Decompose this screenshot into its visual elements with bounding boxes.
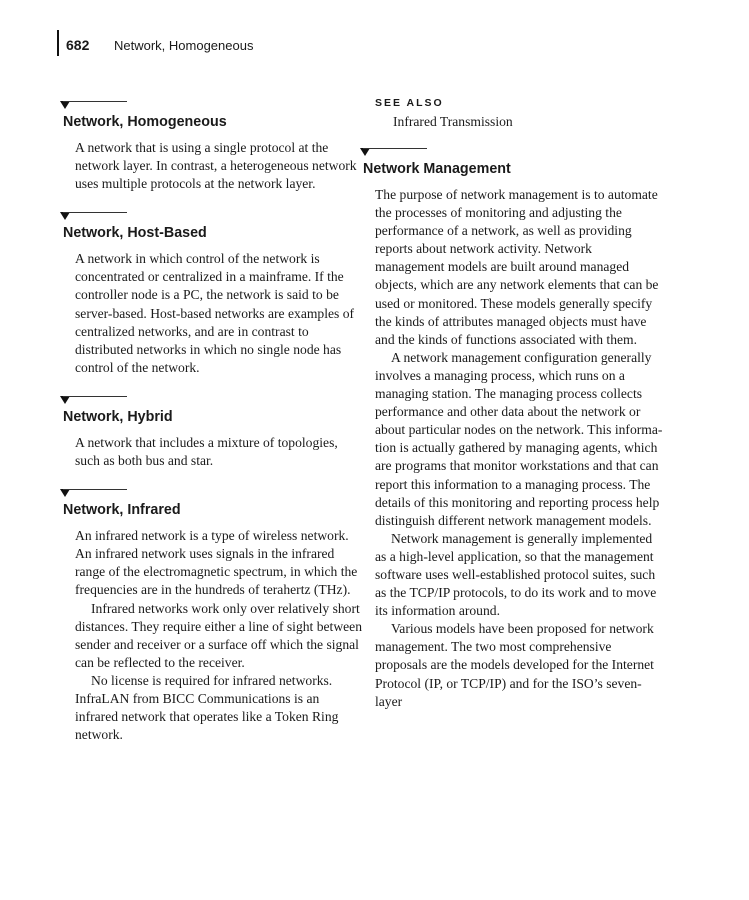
entry-marker bbox=[363, 147, 663, 157]
triangle-marker-icon bbox=[60, 212, 70, 220]
page-number: 682 bbox=[66, 37, 90, 53]
running-head bbox=[57, 30, 357, 56]
entry-network-management bbox=[363, 147, 663, 711]
entry-marker bbox=[63, 211, 363, 221]
see-also-label: SEE ALSO bbox=[375, 97, 444, 109]
see-also-item: Infrared Transmission bbox=[393, 114, 513, 129]
entry-paragraph: A network management configuration generally involves a managing process, which runs on a managing station. The managing process collects performance and other data about the network or about particular nodes on the network. This information is actually gathered by managing agents, which are programs that monitor workstations and that can report this information to a managing process. The details of this monitoring and reporting process help distinguish different network management models. bbox=[375, 349, 663, 528]
entry-title: Network Management bbox=[363, 161, 511, 177]
entry-paragraph: A network that is using a single protocol at the network layer. In contrast, a heterogeneous network uses multiple protocols at the network layer. bbox=[75, 140, 357, 192]
triangle-marker-icon bbox=[360, 148, 370, 156]
triangle-marker-icon bbox=[60, 489, 70, 497]
entry-paragraph: No license is required for infrared networks. InfraLAN from BICC Communications is an infrared network that operates like a Token Ring network. bbox=[75, 672, 339, 743]
running-head-title: Network, Homogeneous bbox=[114, 38, 254, 53]
entry-marker bbox=[63, 395, 363, 405]
entry-paragraph: Various models have been proposed for network management. The two most comprehensive proposals are the models developed for the Internet Protocol (IP, or TCP/IP) and for the ISO’s seven-layer bbox=[375, 621, 654, 709]
entry-title: Network, Homogeneous bbox=[63, 114, 227, 130]
entry-network-hybrid bbox=[63, 395, 363, 470]
entry-paragraph: The purpose of network management is to automate the processes of monitoring and adjusting the performance of a network, as well as providing reports about network activity. Network management models are built around managed objects, which are any network elements that can be used or monitored. These models generally specify the kinds of attributes managed objects must have and the kinds of functions associated with them. bbox=[375, 187, 659, 347]
entry-paragraph: A network that includes a mixture of topologies, such as both bus and star. bbox=[75, 434, 338, 469]
entry-title: Network, Hybrid bbox=[63, 408, 173, 425]
triangle-marker-icon bbox=[60, 101, 70, 109]
entry-paragraph: A network in which control of the network is concentrated or centralized in a mainframe. If the controller node is a PC, the network is said to be server-based. Host-based networks are examples of centralized networks, and are in contrast to distributed networks in which no single node has control of the network. bbox=[75, 251, 355, 375]
entry-paragraph: Infrared networks work only over relatively short distances. They require either a line of sight between sender and receiver or a surface off which the signal can be reflected to the receiver. bbox=[75, 600, 363, 670]
entry-marker bbox=[63, 488, 363, 498]
entry-title: Network, Infrared bbox=[63, 502, 181, 519]
entry-paragraph: An infrared network is a type of wireless network. An infrared network uses signals in the infrared range of the electromagnetic spectrum, in which the frequencies are in the hundreds of terahertz (THz). bbox=[75, 528, 358, 598]
left-column bbox=[63, 100, 363, 762]
entry-marker bbox=[63, 100, 363, 110]
right-column bbox=[363, 96, 663, 729]
header-rule bbox=[57, 30, 59, 56]
entry-paragraph: Network management is generally implemented as a high-level application, so that the management software uses well-established protocol suites, such as the TCP/IP protocols, to do its work and to move its information around. bbox=[375, 530, 657, 619]
triangle-marker-icon bbox=[60, 396, 70, 404]
entry-title: Network, Host-Based bbox=[63, 225, 207, 242]
entry-network-homogeneous bbox=[63, 100, 363, 193]
entry-network-host-based bbox=[63, 211, 363, 377]
entry-network-infrared bbox=[63, 488, 363, 744]
